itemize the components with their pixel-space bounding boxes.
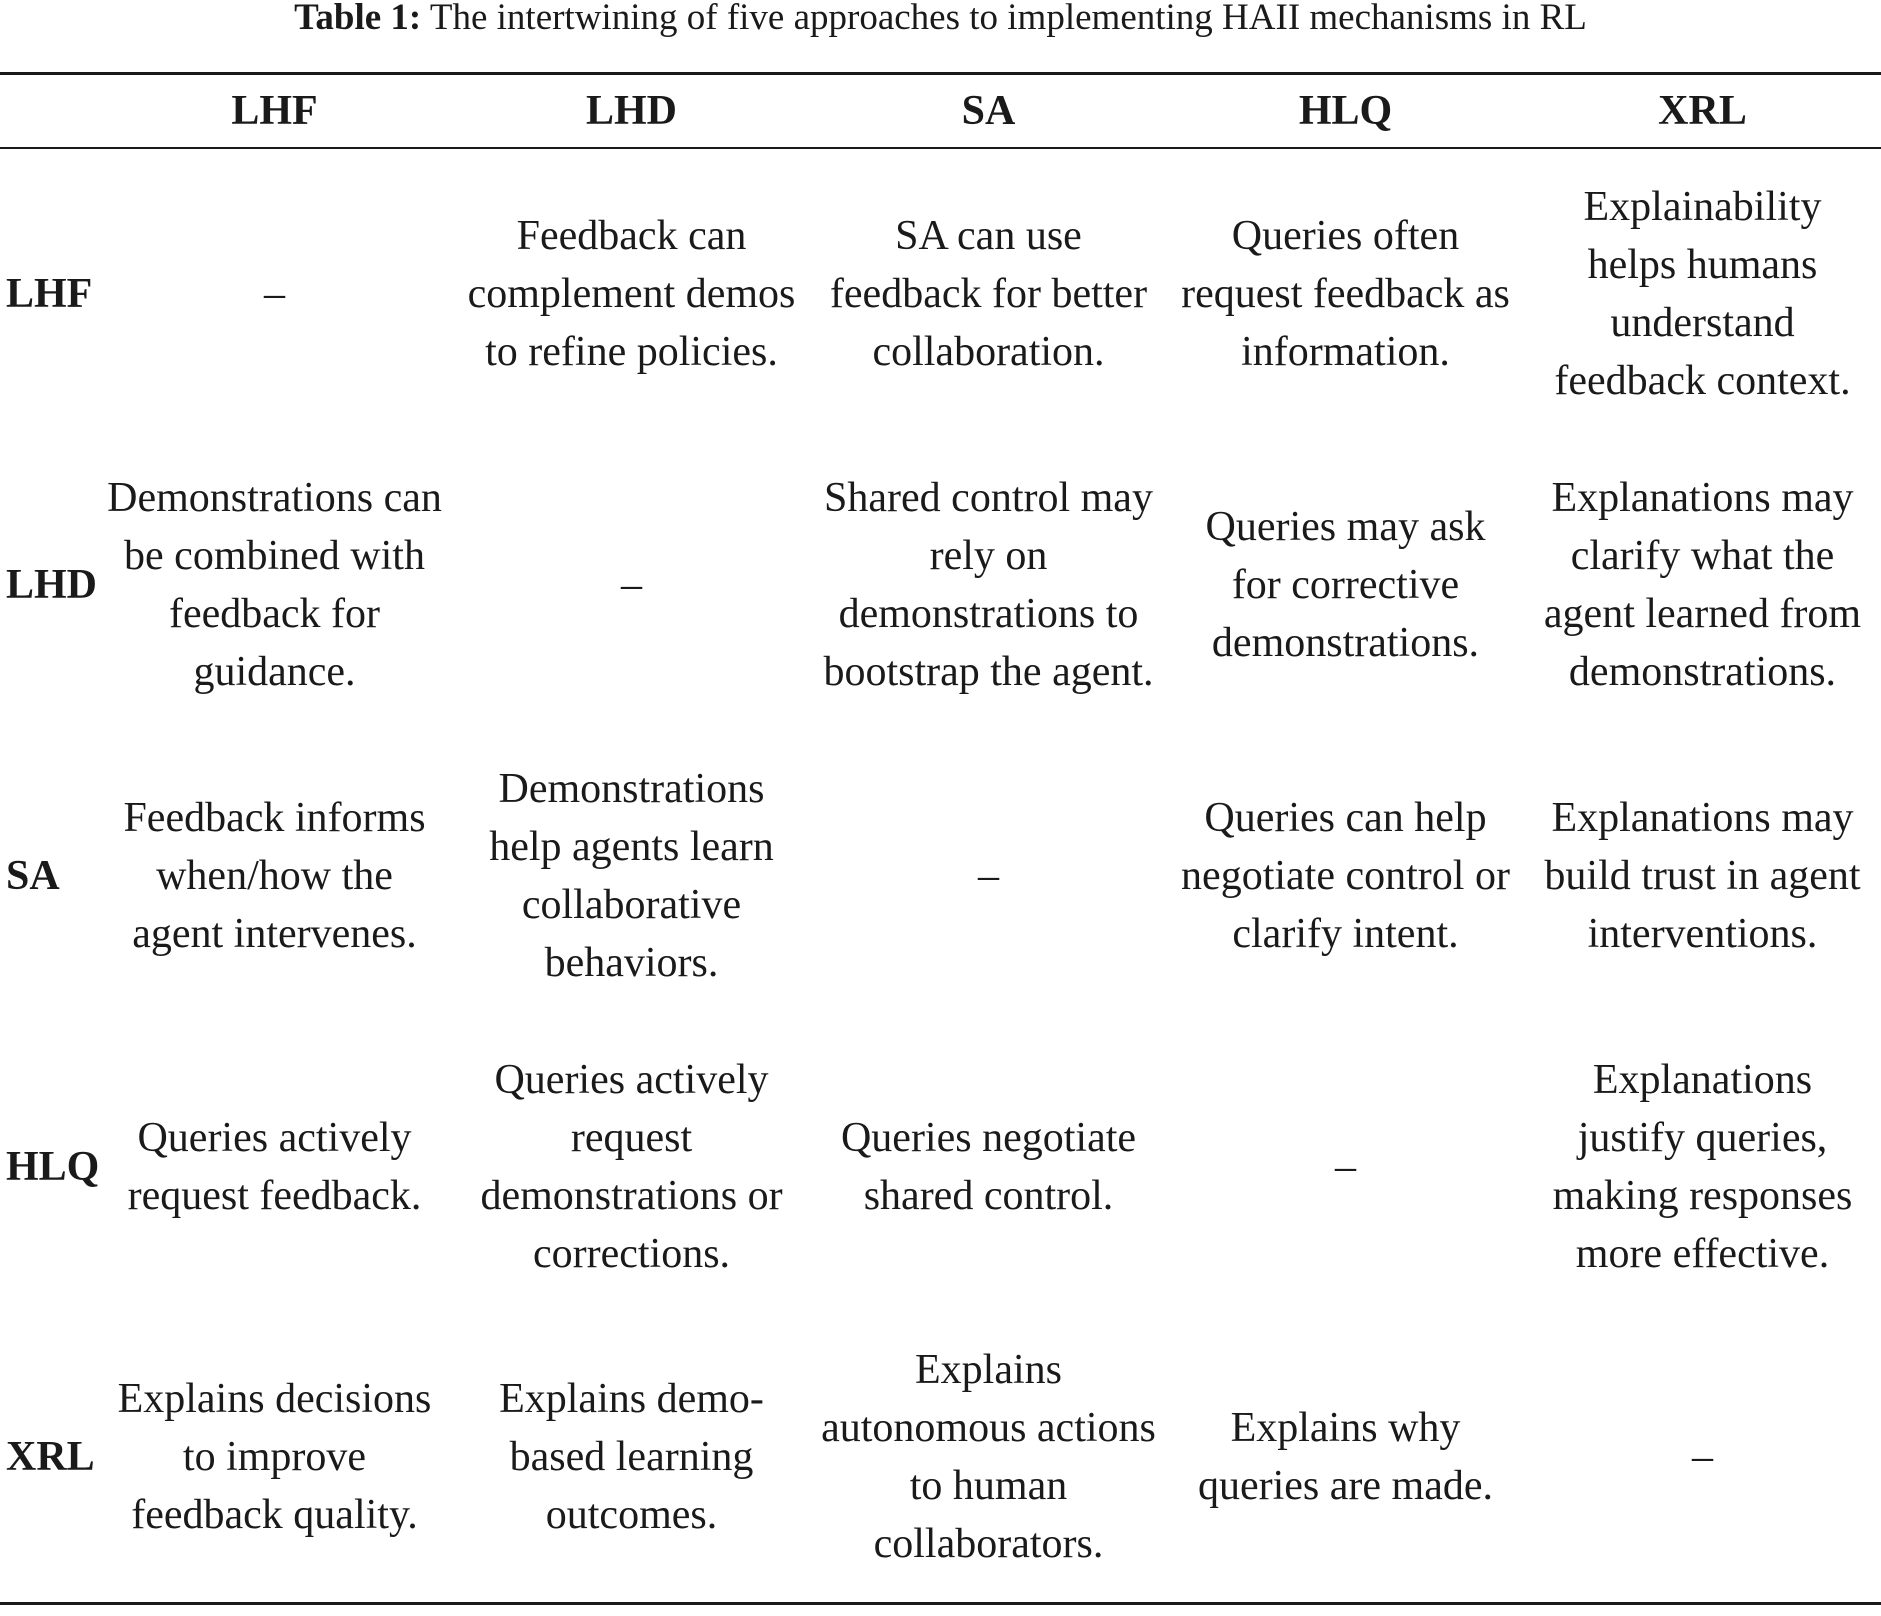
table-cell (810, 1312, 1167, 1603)
table-cell (810, 730, 1167, 1021)
cell-text: – (978, 852, 999, 899)
table-row (0, 439, 1881, 730)
cell-text: Feedback can complement demos to refine policies. (467, 213, 796, 375)
cell-text: Explains decisions to improve feedback quality. (117, 1375, 432, 1538)
table-cell (96, 1021, 453, 1312)
table-cell (1167, 439, 1524, 730)
cell-text: Feedback informs when/how the agent intervenes. (123, 794, 426, 957)
table-cell (1167, 730, 1524, 1021)
interaction-table (0, 72, 1881, 1605)
row-header: HLQ (6, 1143, 100, 1190)
table-cell (1167, 1312, 1524, 1603)
table-cell (1524, 439, 1881, 730)
cell-text: Queries often request feedback as information. (1181, 213, 1510, 375)
row-header: XRL (0, 1312, 96, 1603)
table-cell (1524, 730, 1881, 1021)
header-row (0, 74, 1881, 149)
cell-text: SA can use feedback for better collaboration. (829, 213, 1148, 375)
column-header: LHD (453, 74, 810, 149)
cell-text: – (1335, 1143, 1356, 1190)
table-caption (0, 0, 1881, 36)
table-row (0, 1021, 1881, 1312)
table-cell (1524, 148, 1881, 439)
cell-text: Queries actively request demonstrations or corrections. (480, 1056, 783, 1277)
table-row (0, 1312, 1881, 1603)
column-header: SA (810, 74, 1167, 149)
cell-text: – (264, 271, 285, 317)
cell-text: Explains demo-based learning outcomes. (499, 1375, 764, 1538)
cell-text: – (621, 561, 642, 608)
cell-text: Queries may ask for corrective demonstrations. (1205, 503, 1486, 666)
cell-text: Explanations justify queries, making responses more effective. (1552, 1056, 1853, 1277)
row-header: LHD (6, 561, 98, 608)
table-cell (1167, 148, 1524, 439)
cell-text: Explains why queries are made. (1197, 1404, 1493, 1509)
cell-text: Demonstrations help agents learn collaborative behaviors. (489, 765, 774, 986)
table-cell (96, 730, 453, 1021)
cell-text: Demonstrations can be combined with feedback for guidance. (107, 474, 442, 695)
table-cell (810, 1021, 1167, 1312)
table-cell (96, 439, 453, 730)
table-cell (453, 148, 810, 439)
table-cell (453, 1312, 810, 1603)
table-cell (1167, 1021, 1524, 1312)
table-cell (453, 1021, 810, 1312)
column-header: HLQ (1167, 74, 1524, 149)
cell-text: Queries can help negotiate control or clarify intent. (1181, 794, 1510, 957)
table-cell (453, 439, 810, 730)
row-header: LHF (6, 271, 93, 317)
corner-cell (0, 74, 96, 149)
table-cell (96, 148, 453, 439)
table-row (0, 730, 1881, 1021)
cell-text: Explanations may build trust in agent interventions. (1544, 794, 1861, 957)
column-header: LHF (96, 74, 453, 149)
row-header: SA (6, 852, 60, 899)
caption-label: Table 1: (294, 0, 422, 38)
table-cell (96, 1312, 453, 1603)
cell-text: – (1692, 1433, 1713, 1480)
cell-text: Explanations may clarify what the agent learned from demonstrations. (1543, 474, 1862, 695)
caption-text: The intertwining of five approaches to implementing HAII mechanisms in RL (429, 0, 1587, 38)
cell-text: Queries actively request feedback. (127, 1114, 422, 1219)
column-header: XRL (1524, 74, 1881, 149)
table-cell (1524, 1312, 1881, 1603)
table-cell (453, 730, 810, 1021)
table-cell (810, 148, 1167, 439)
table-row (0, 148, 1881, 439)
cell-text: Queries negotiate shared control. (840, 1114, 1137, 1219)
table-cell (810, 439, 1167, 730)
cell-text: Explainability helps humans understand feedback context. (1554, 184, 1851, 404)
table-cell (1524, 1021, 1881, 1312)
cell-text: Shared control may rely on demonstrations to bootstrap the agent. (823, 474, 1154, 695)
cell-text: Explains autonomous actions to human collaborators. (821, 1346, 1156, 1567)
